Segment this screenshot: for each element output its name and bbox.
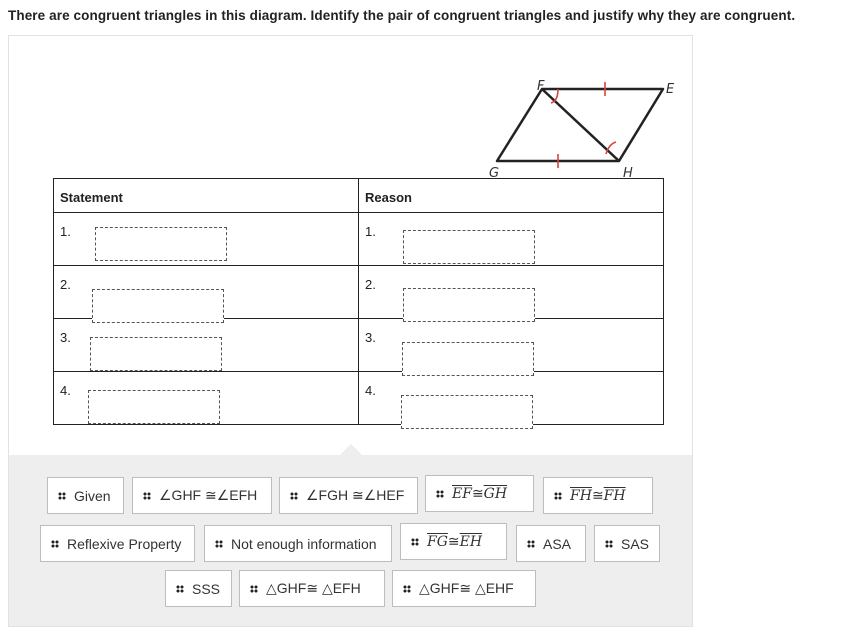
reason-number: 4. (365, 383, 376, 398)
label-e: E (666, 82, 675, 97)
choice-segment-fg-eh[interactable] (400, 523, 507, 560)
statement-dropzone-4[interactable] (88, 390, 220, 424)
statement-cell-2 (54, 266, 359, 319)
drag-handle-icon (403, 585, 411, 593)
label-f: F (537, 79, 545, 94)
statement-number: 4. (60, 383, 71, 398)
choice-label: △GHF≅ △EFH (266, 580, 361, 596)
choice-sss[interactable] (165, 570, 232, 607)
drag-handle-icon (176, 585, 184, 593)
choice-label: ASA (543, 535, 572, 552)
drag-handle-icon (290, 492, 298, 500)
choice-segment-fh-fh[interactable] (543, 477, 653, 514)
choice-label: Reflexive Property (67, 535, 182, 552)
choice-reflexive-property[interactable] (40, 525, 195, 562)
choice-label: Not enough information (231, 535, 377, 552)
reason-number: 1. (365, 224, 376, 239)
choice-label: $\overline{FG}≅\overline{EH}$ (427, 533, 483, 550)
drag-handle-icon (411, 538, 419, 546)
choice-label: SAS (621, 535, 650, 552)
choice-triangle-ghf-ehf[interactable] (392, 570, 536, 607)
choice-not-enough-information[interactable] (204, 525, 392, 562)
drag-handle-icon (51, 540, 59, 548)
reason-number: 3. (365, 330, 376, 345)
reason-cell-1 (359, 213, 664, 266)
drag-handle-icon (554, 492, 562, 500)
choice-sas[interactable] (594, 525, 660, 562)
choice-label: Given (74, 487, 111, 504)
drag-handle-icon (527, 540, 535, 548)
choice-triangle-ghf-efh[interactable] (239, 570, 385, 607)
choice-asa[interactable] (516, 525, 586, 562)
choice-label: SSS (192, 580, 221, 597)
statement-number: 3. (60, 330, 71, 345)
reason-cell-2 (359, 266, 664, 319)
choice-segment-ef-gh[interactable] (425, 475, 534, 512)
reason-dropzone-4[interactable] (401, 395, 533, 429)
choice-label: $\overline{EF}≅\overline{GH}$ (452, 485, 508, 502)
choice-angle-ghf-efh[interactable] (132, 477, 272, 514)
statement-header: Statement (54, 179, 359, 213)
angle-arc-f (551, 89, 558, 103)
statement-number: 2. (60, 277, 71, 292)
reason-cell-3 (359, 319, 664, 372)
choice-angle-fgh-hef[interactable] (279, 477, 418, 514)
choice-label: ∠FGH ≅∠HEF (306, 487, 405, 503)
question-prompt: There are congruent triangles in this diagram. Identify the pair of congruent triangles and justify why they are congruent. (8, 8, 796, 23)
statement-dropzone-3[interactable] (90, 337, 222, 371)
drag-handle-icon (143, 492, 151, 500)
reason-dropzone-2[interactable] (403, 288, 535, 322)
reason-cell-4 (359, 372, 664, 425)
tray-pointer (340, 444, 362, 455)
drag-handle-icon (250, 585, 258, 593)
reason-dropzone-1[interactable] (403, 230, 535, 264)
reason-number: 2. (365, 277, 376, 292)
label-h: H (623, 166, 633, 181)
drag-handle-icon (605, 540, 613, 548)
drag-handle-icon (436, 490, 444, 498)
choice-label: $\overline{FH}≅\overline{FH}$ (570, 487, 626, 504)
choice-given[interactable] (47, 477, 124, 514)
statement-dropzone-1[interactable] (95, 227, 227, 261)
drag-handle-icon (215, 540, 223, 548)
reason-header: Reason (359, 179, 664, 213)
choice-label: △GHF≅ △EHF (419, 580, 514, 596)
statement-number: 1. (60, 224, 71, 239)
choice-label: ∠GHF ≅∠EFH (159, 487, 258, 503)
statement-cell-1 (54, 213, 359, 266)
proof-table (53, 178, 664, 425)
parallelogram-diagram (479, 56, 689, 181)
drag-handle-icon (58, 492, 66, 500)
statement-cell-3 (54, 319, 359, 372)
label-g: G (489, 166, 500, 181)
statement-cell-4 (54, 372, 359, 425)
